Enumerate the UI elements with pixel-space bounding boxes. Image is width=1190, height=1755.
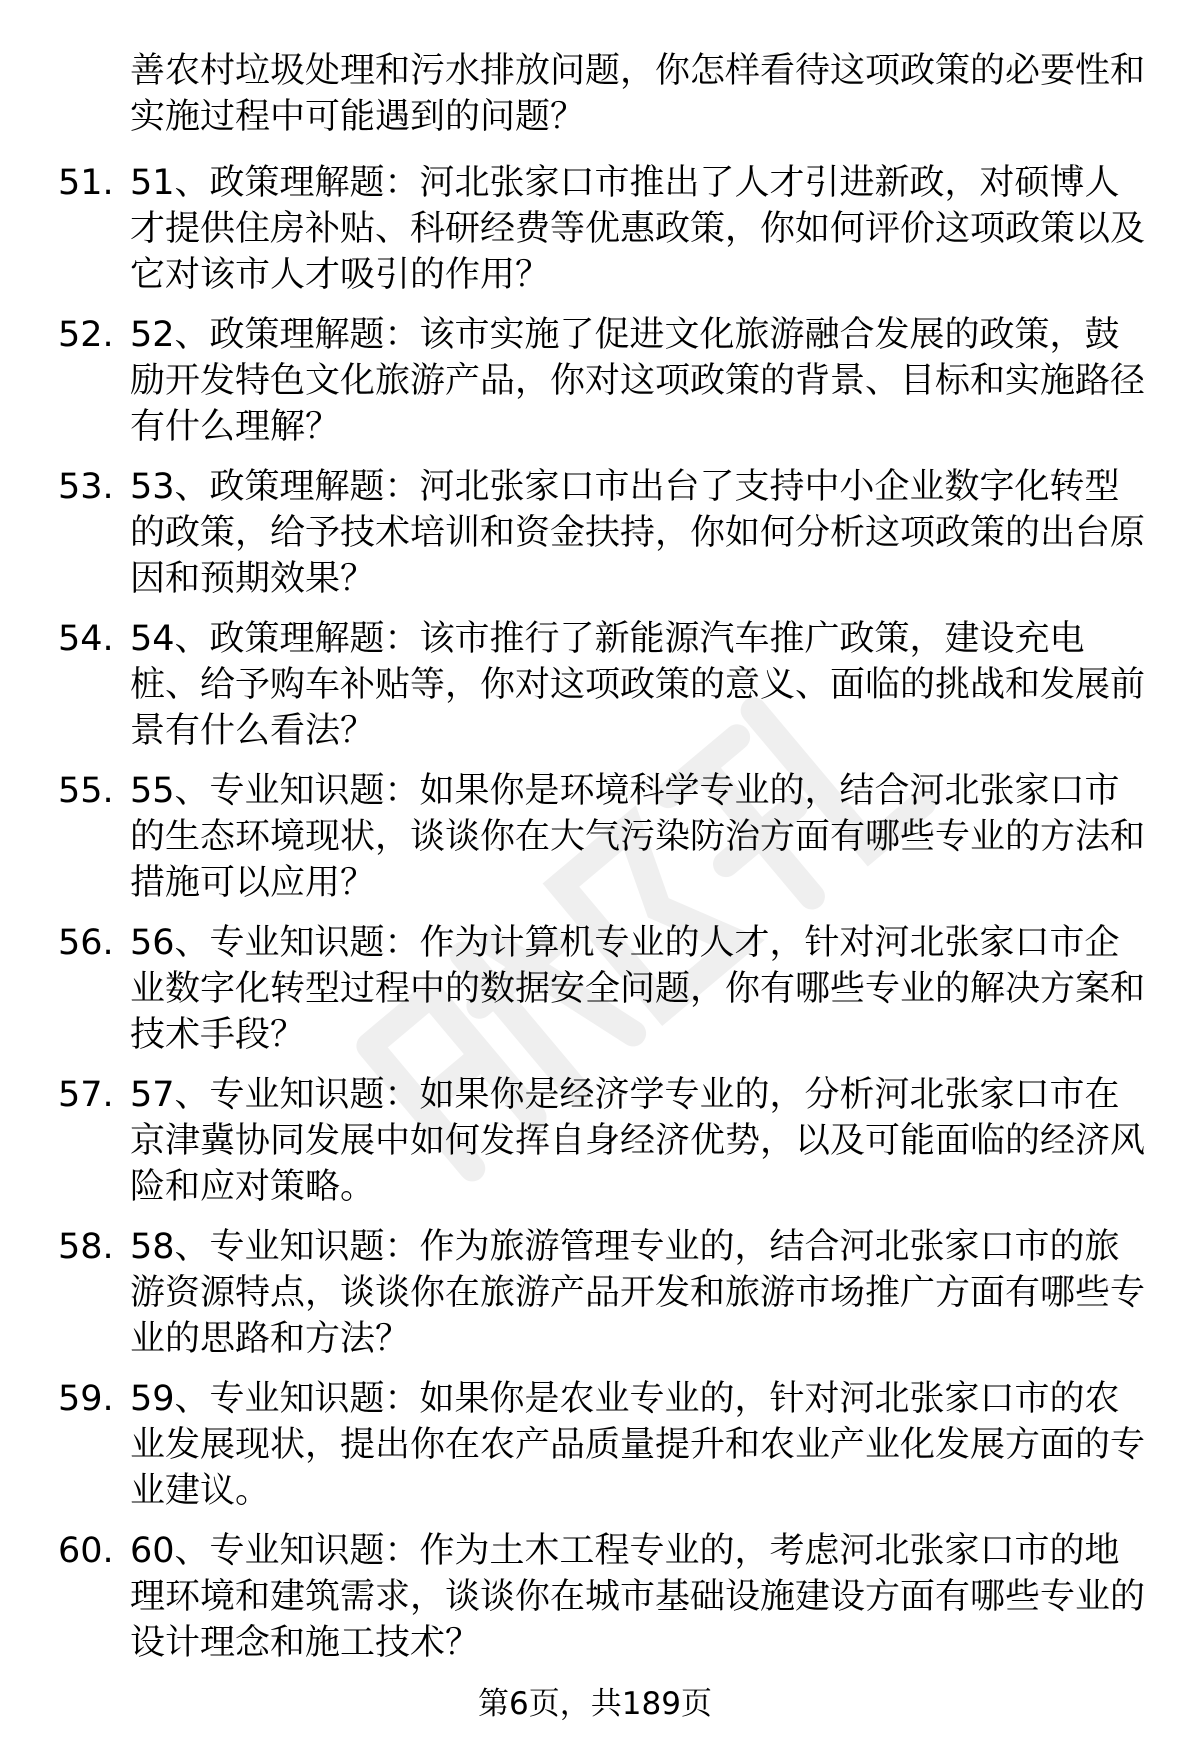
question-number: 52. — [58, 315, 114, 355]
question-number: 56. — [58, 923, 114, 963]
question-text: 59、专业知识题：如果你是农业专业的，针对河北张家口市的农业发展现状，提出你在农产品质量提升和农业产业化发展方面的专业建议。 — [130, 1379, 1146, 1511]
list-item — [0, 160, 1190, 298]
list-item — [0, 1224, 1190, 1362]
question-number: 51. — [58, 163, 114, 203]
question-text: 55、专业知识题：如果你是环境科学专业的，结合河北张家口市的生态环境现状，谈谈你在大气污染防治方面有哪些专业的方法和措施可以应用？ — [130, 771, 1146, 903]
question-text: 60、专业知识题：作为土木工程专业的，考虑河北张家口市的地理环境和建筑需求，谈谈你在城市基础设施建设方面有哪些专业的设计理念和施工技术？ — [130, 1531, 1146, 1663]
question-number: 57. — [58, 1075, 114, 1115]
list-item — [0, 312, 1190, 450]
list-item — [0, 920, 1190, 1058]
continuation-paragraph: 善农村垃圾处理和污水排放问题，你怎样看待这项政策的必要性和实施过程中可能遇到的问题？ — [130, 51, 1146, 137]
page-footer: 第6页，共189页 — [478, 1686, 712, 1722]
list-item — [0, 464, 1190, 602]
question-number: 53. — [58, 467, 114, 507]
list-item — [0, 1528, 1190, 1666]
list-item — [0, 1072, 1190, 1210]
question-list — [0, 160, 1190, 1680]
question-text: 56、专业知识题：作为计算机专业的人才，针对河北张家口市企业数字化转型过程中的数据安全问题，你有哪些专业的解决方案和技术手段？ — [130, 923, 1146, 1055]
list-item — [0, 1376, 1190, 1514]
question-text: 52、政策理解题：该市实施了促进文化旅游融合发展的政策，鼓励开发特色文化旅游产品，你对这项政策的背景、目标和实施路径有什么理解？ — [130, 315, 1146, 447]
question-text: 54、政策理解题：该市推行了新能源汽车推广政策，建设充电桩、给予购车补贴等，你对这项政策的意义、面临的挑战和发展前景有什么看法？ — [130, 619, 1146, 751]
question-number: 58. — [58, 1227, 114, 1267]
question-number: 54. — [58, 619, 114, 659]
question-number: 60. — [58, 1531, 114, 1571]
question-text: 57、专业知识题：如果你是经济学专业的，分析河北张家口市在京津冀协同发展中如何发挥自身经济优势，以及可能面临的经济风险和应对策略。 — [130, 1075, 1146, 1207]
question-text: 58、专业知识题：作为旅游管理专业的，结合河北张家口市的旅游资源特点，谈谈你在旅游产品开发和旅游市场推广方面有哪些专业的思路和方法？ — [130, 1227, 1146, 1359]
question-text: 51、政策理解题：河北张家口市推出了人才引进新政，对硕博人才提供住房补贴、科研经费等优惠政策，你如何评价这项政策以及它对该市人才吸引的作用？ — [130, 163, 1146, 295]
question-text: 53、政策理解题：河北张家口市出台了支持中小企业数字化转型的政策，给予技术培训和资金扶持，你如何分析这项政策的出台原因和预期效果？ — [130, 467, 1146, 599]
list-item — [0, 616, 1190, 754]
question-number: 55. — [58, 771, 114, 811]
question-number: 59. — [58, 1379, 114, 1419]
list-item — [0, 768, 1190, 906]
